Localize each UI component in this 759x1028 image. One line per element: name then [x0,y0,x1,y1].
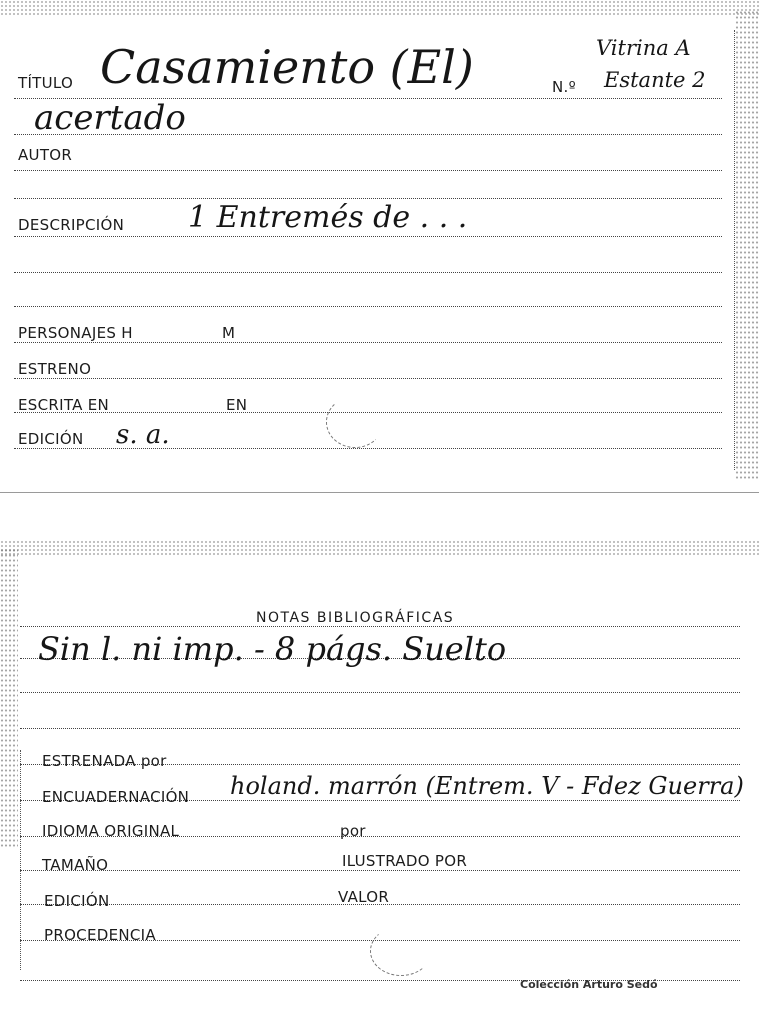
front-catalog-card [0,0,759,493]
ruled-line [20,870,740,871]
card-edge-texture [0,540,759,556]
value-label: VALOR [338,888,390,906]
card-margin-line [734,30,735,470]
binding-label: ENCUADERNACIÓN [42,788,190,806]
ruled-line [14,236,722,237]
back-catalog-card [0,540,759,1028]
title-label: TÍTULO [18,74,74,92]
handwritten-shelf-cabinet: Vitrina A [596,36,691,60]
ruled-line [14,170,722,171]
ruled-line [20,626,740,627]
ruled-line [14,378,722,379]
card-edge-texture [735,10,759,480]
translated-by-label: por [340,822,366,840]
provenance-label: PROCEDENCIA [44,926,156,944]
edition-label: EDICIÓN [18,430,84,448]
ruled-line [14,198,722,199]
handwritten-title-continuation: acertado [34,98,186,138]
handwritten-title: Casamiento (El) [100,40,474,94]
ruled-line [14,342,722,343]
collection-stamp: Colección Arturo Sedó [520,978,658,991]
premiere-label: ESTRENO [18,360,92,378]
card-margin-line [20,750,21,970]
size-label: TAMAÑO [42,856,109,874]
number-label: N.º [552,78,576,96]
illustrated-by-label: ILUSTRADO POR [342,852,468,870]
paper-smudge [370,926,432,976]
card-edge-texture [0,0,759,16]
card-edge-texture [0,548,18,848]
handwritten-binding: holand. marrón (Entrem. V - Fdez Guerra) [230,772,744,800]
written-in-second-label: EN [226,396,248,414]
original-language-label: IDIOMA ORIGINAL [42,822,180,840]
handwritten-shelf-number: Estante 2 [604,68,706,92]
edition-label-back: EDICIÓN [44,892,110,910]
handwritten-edition: s. a. [116,420,170,450]
ruled-line [20,692,740,693]
ruled-line [20,728,740,729]
ruled-line [14,272,722,273]
characters-men-label: PERSONAJES H [18,324,133,342]
written-in-label: ESCRITA EN [18,396,110,414]
paper-smudge [326,396,384,448]
characters-women-label: M [222,324,236,342]
premiered-by-label: ESTRENADA por [42,752,167,770]
handwritten-bibliographic-notes: Sin l. ni imp. - 8 págs. Suelto [38,630,507,668]
description-label: DESCRIPCIÓN [18,216,125,234]
handwritten-description: 1 Entremés de . . . [188,200,468,235]
author-label: AUTOR [18,146,73,164]
bibliographic-notes-label: NOTAS BIBLIOGRÁFICAS [256,610,455,626]
ruled-line [14,306,722,307]
